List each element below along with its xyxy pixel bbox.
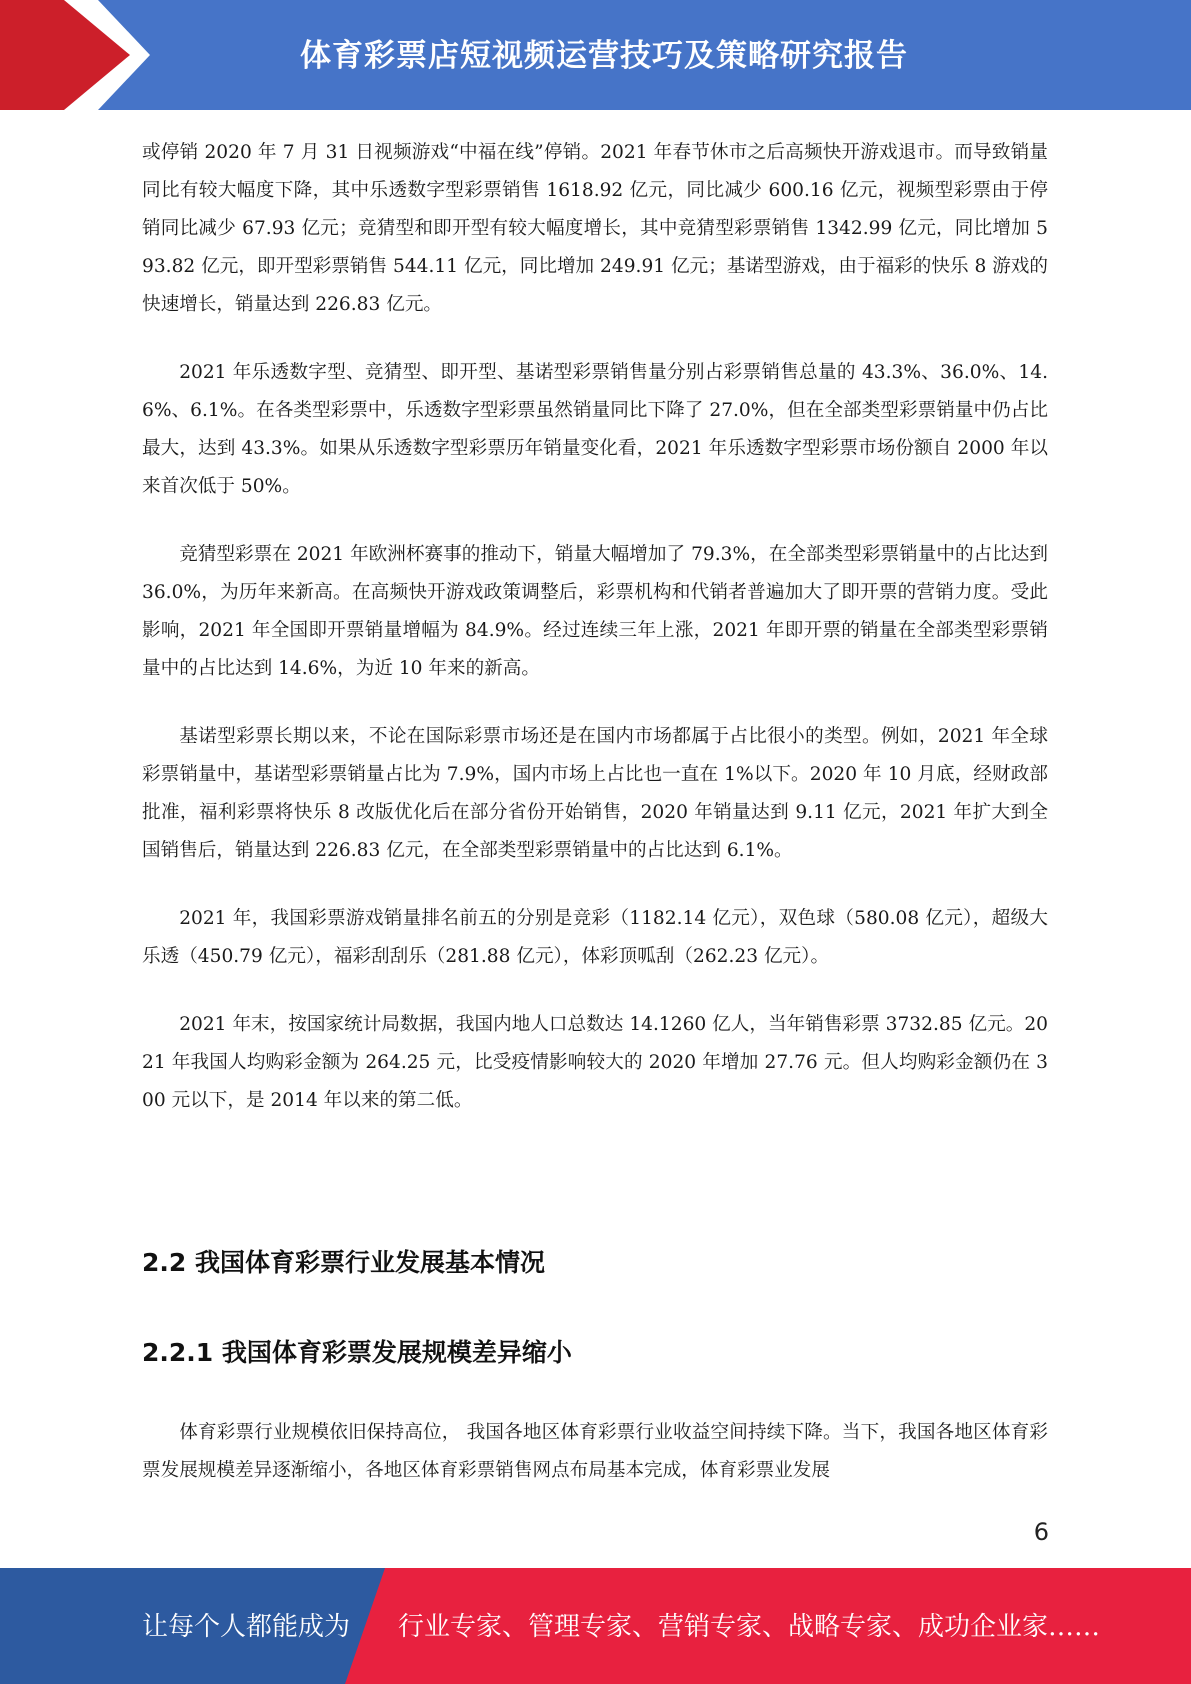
subsection-heading: 2.2.1 我国体育彩票发展规模差异缩小 [142,1338,572,1367]
paragraph: 或停销 2020 年 7 月 31 日视频游戏“中福在线”停销。2021 年春节休市之后高频快开游戏退市。而导致销量同比有较大幅度下降，其中乐透数字型彩票销售 1618.92 亿元，同比减少 600.16 亿元，视频型彩票由于停销同比减少 67.93 亿元；竞猜型和即开型有较大幅度增长，其中竞猜型彩票销售 1342.99 亿元，同比增加 593.82 亿元，即开型彩票销售 544.11 亿元，同比增加 249.91 亿元；基诺型游戏，由于福彩的快乐 8 游戏的快速增长，销量达到 226.83 亿元。 [142,142,1048,315]
section-heading: 2.2 我国体育彩票行业发展基本情况 [142,1248,545,1277]
section-body [142,1414,1048,1520]
paragraph: 2021 年乐透数字型、竞猜型、即开型、基诺型彩票销售量分别占彩票销售总量的 43.3%、36.0%、14.6%、6.1%。在各类型彩票中，乐透数字型彩票虽然销量同比下降了 27.0%，但在全部类型彩票销量中仍占比最大，达到 43.3%。如果从乐透数字型彩票历年销量变化看，2021 年乐透数字型彩票市场份额自 2000 年以来首次低于 50%。 [142,362,1048,497]
footer-band [0,1568,1191,1684]
header-band [0,0,1191,110]
body-text [142,134,1048,1150]
footer-slogan-right: 行业专家、管理专家、营销专家、战略专家、成功企业家…… [398,1612,1101,1642]
paragraph: 竞猜型彩票在 2021 年欧洲杯赛事的推动下，销量大幅增加了 79.3%，在全部类型彩票销量中的占比达到 36.0%，为历年来新高。在高频快开游戏政策调整后，彩票机构和代销者普遍加大了即开票的营销力度。受此影响，2021 年全国即开票销量增幅为 84.9%。经过连续三年上涨，2021 年即开票的销量在全部类型彩票销量中的占比达到 14.6%，为近 10 年来的新高。 [142,544,1048,679]
paragraph: 基诺型彩票长期以来，不论在国际彩票市场还是在国内市场都属于占比很小的类型。例如，2021 年全球彩票销量中，基诺型彩票销量占比为 7.9%，国内市场上占比也一直在 1%以下。2020 年 10 月底，经财政部批准，福利彩票将快乐 8 改版优化后在部分省份开始销售，2020 年销量达到 9.11 亿元，2021 年扩大到全国销售后，销量达到 226.83 亿元，在全部类型彩票销量中的占比达到 6.1%。 [142,726,1048,861]
paragraph: 2021 年，我国彩票游戏销量排名前五的分别是竞彩（1182.14 亿元），双色球（580.08 亿元），超级大乐透（450.79 亿元），福彩刮刮乐（281.88 亿元），体彩顶呱刮（262.23 亿元）。 [142,908,1048,967]
red-chevron-icon [0,0,160,110]
paragraph: 体育彩票行业规模依旧保持高位， 我国各地区体育彩票行业收益空间持续下降。当下，我国各地区体育彩票发展规模差异逐渐缩小，各地区体育彩票销售网点布局基本完成，体育彩票业发展 [142,1422,1048,1481]
page-number: 6 [1033,1518,1049,1546]
paragraph: 2021 年末，按国家统计局数据，我国内地人口总数达 14.1260 亿人，当年销售彩票 3732.85 亿元。2021 年我国人均购彩金额为 264.25 元，比受疫情影响较大的 2020 年增加 27.76 元。但人均购彩金额仍在 300 元以下，是 2014 年以来的第二低。 [142,1014,1048,1111]
report-title: 体育彩票店短视频运营技巧及策略研究报告 [300,38,908,74]
footer-slogan-left: 让每个人都能成为 [142,1612,351,1642]
